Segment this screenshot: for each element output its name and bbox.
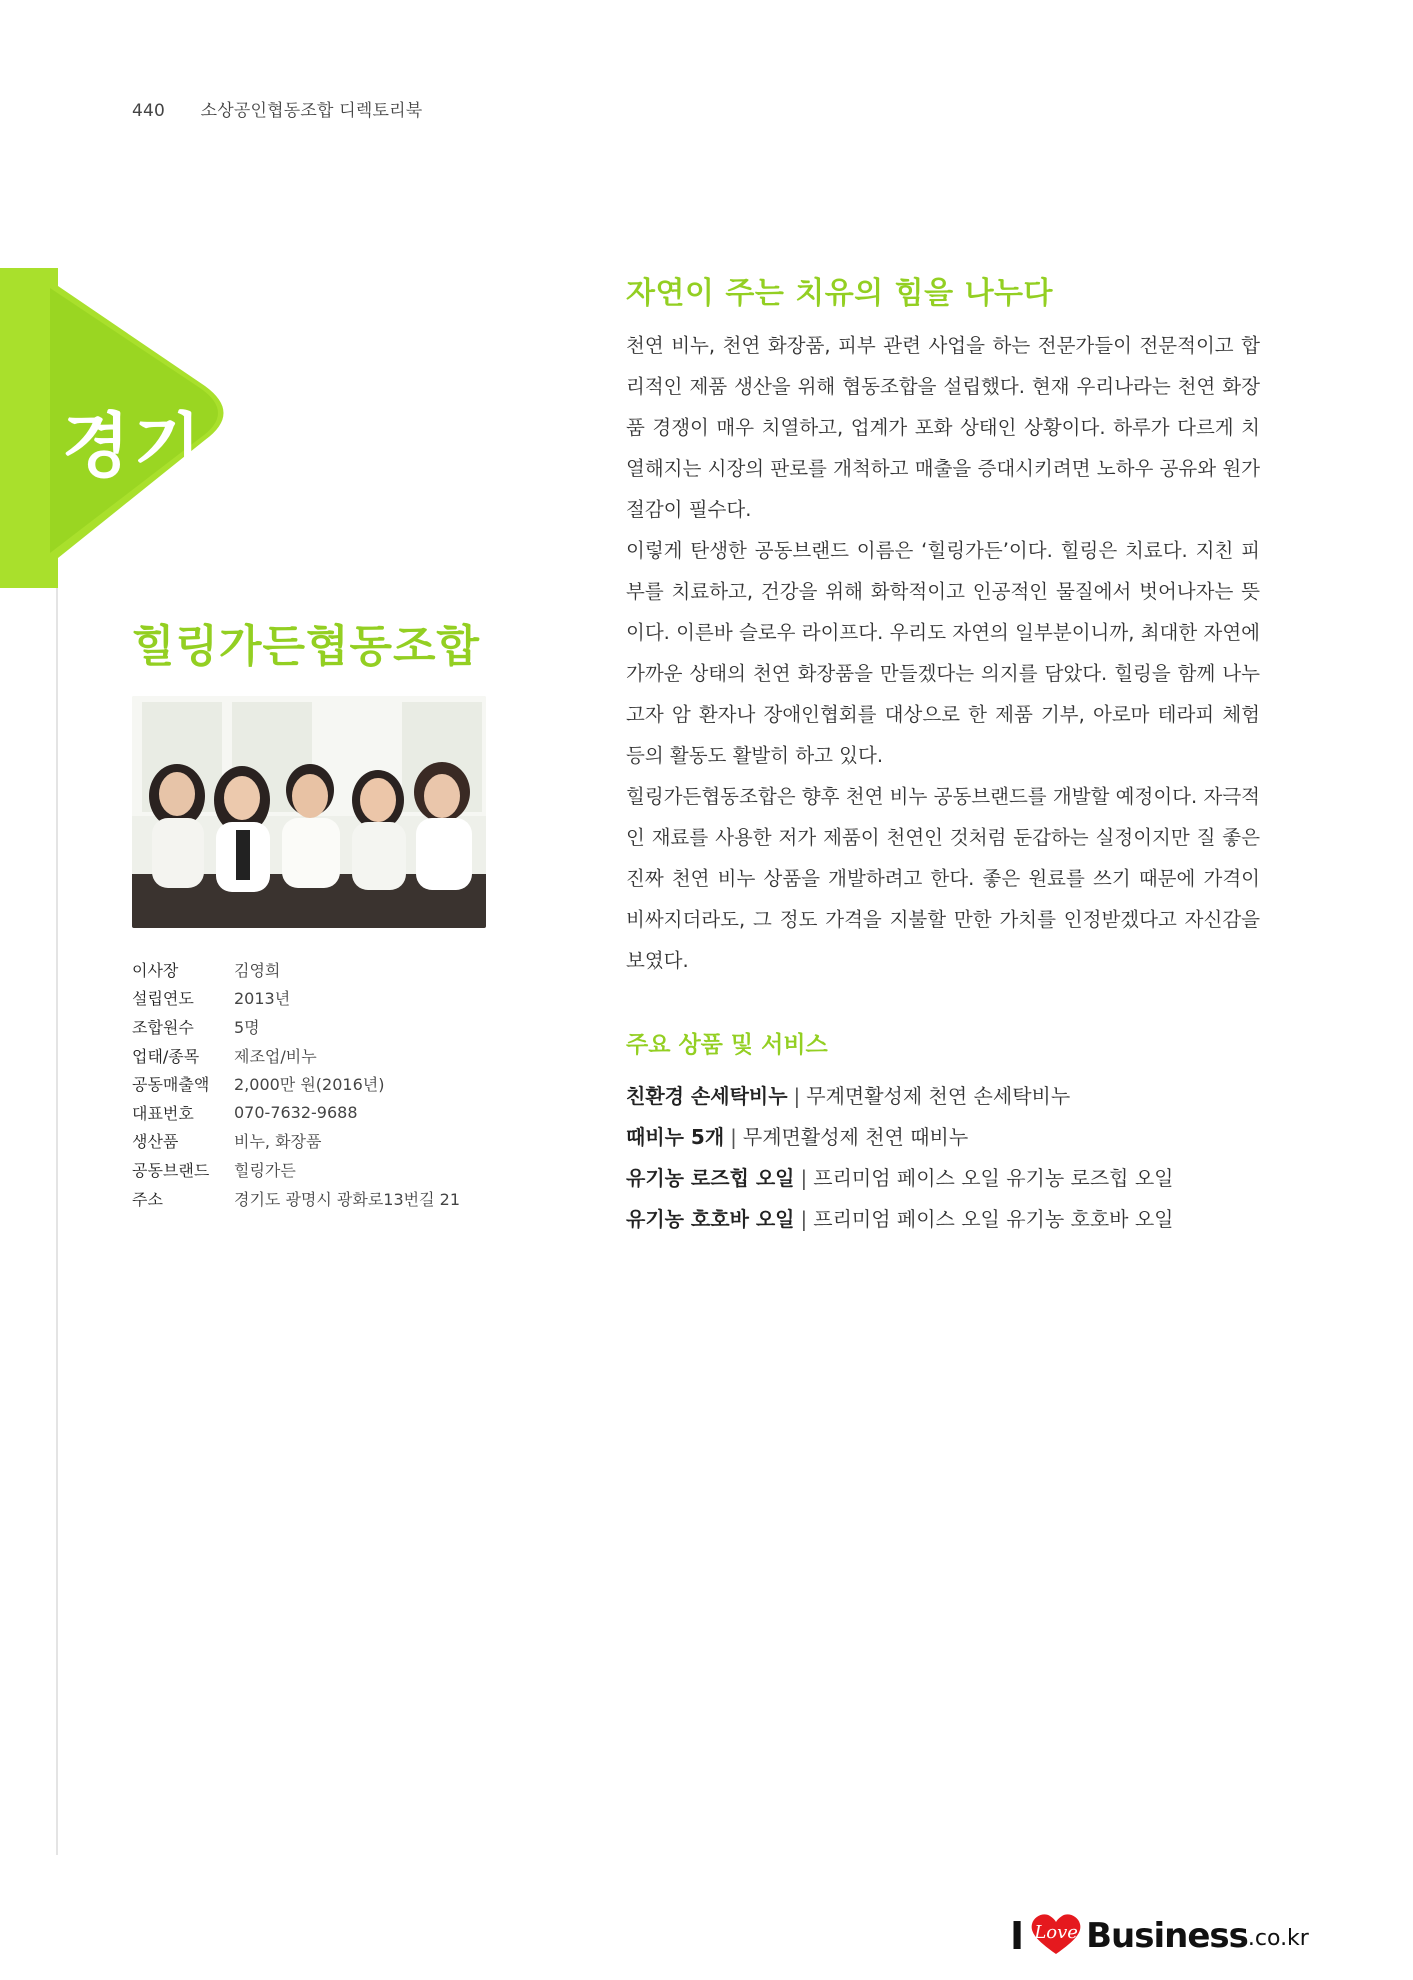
article-paragraph: 이렇게 탄생한 공동브랜드 이름은 ‘힐링가든’이다. 힐링은 치료다. 지친 피부를 치료하고, 건강을 위해 화학적이고 인공적인 물질에서 벗어나자는 뜻이다. 이른바 슬로우 라이프다. 우리도 자연의 일부분이니까, 최대한 자연에 가까운 상태의 천연 화장품을 만들겠다는 의지를 담았다. 힐링을 함께 나누고자 암 환자나 장애인협회를 대상으로 한 제품 기부, 아로마 테라피 체험 등의 활동도 활발히 하고 있다. bbox=[626, 539, 1260, 767]
product-name: 친환경 손세탁비누 bbox=[626, 1084, 788, 1108]
product-separator: | bbox=[800, 1166, 808, 1190]
logo-love: Love bbox=[1034, 1922, 1078, 1943]
running-header bbox=[132, 96, 422, 121]
group-photo bbox=[132, 696, 486, 928]
product-item bbox=[626, 1158, 1173, 1199]
info-row-products: 생산품 비누, 화장품 bbox=[132, 1132, 322, 1152]
book-title: 소상공인협동조합 디렉토리북 bbox=[200, 101, 423, 121]
logo-i: I bbox=[1010, 1914, 1025, 1958]
article-paragraph: 힐링가든협동조합은 향후 천연 비누 공동브랜드를 개발할 예정이다. 자극적인 재료를 사용한 저가 제품이 천연인 것처럼 둔갑하는 실정이지만 질 좋은 진짜 천연 비누 상품을 개발하려고 한다. 좋은 원료를 쓰기 때문에 가격이 비싸지더라도, 그 정도 가격을 지불할 만한 가치를 인정받겠다고 자신감을 보였다. bbox=[626, 785, 1260, 972]
logo-business: Business bbox=[1086, 1916, 1248, 1956]
product-desc: 프리미엄 페이스 오일 유기농 호호바 오일 bbox=[813, 1207, 1174, 1231]
product-desc: 무계면활성제 천연 때비누 bbox=[742, 1125, 969, 1149]
products-list bbox=[626, 1076, 1173, 1240]
ilovebusiness-logo bbox=[1010, 1912, 1309, 1956]
info-row-founded: 설립연도 2013년 bbox=[132, 989, 291, 1009]
product-separator: | bbox=[800, 1207, 808, 1231]
product-item bbox=[626, 1199, 1173, 1240]
info-row-sales: 공동매출액 2,000만 원(2016년) bbox=[132, 1075, 385, 1095]
coop-name: 힐링가든협동조합 bbox=[132, 621, 481, 672]
coop-info-table bbox=[132, 955, 460, 1212]
info-row-address: 주소 경기도 광명시 광화로13번길 21 bbox=[132, 1189, 460, 1209]
product-desc: 프리미엄 페이스 오일 유기농 로즈힙 오일 bbox=[813, 1166, 1174, 1190]
product-separator: | bbox=[793, 1084, 801, 1108]
products-title: 주요 상품 및 서비스 bbox=[626, 1032, 828, 1058]
heart-icon bbox=[1028, 1912, 1084, 1956]
logo-domain: .co.kr bbox=[1247, 1926, 1309, 1951]
info-row-chairman: 이사장 김영희 bbox=[132, 960, 281, 980]
article-title: 자연이 주는 치유의 힘을 나누다 bbox=[626, 276, 1054, 311]
info-row-business-type: 업태/종목 제조업/비누 bbox=[132, 1046, 317, 1066]
product-separator: | bbox=[730, 1125, 737, 1149]
info-row-brand: 공동브랜드 힐링가든 bbox=[132, 1160, 296, 1180]
info-row-phone: 대표번호 070-7632-9688 bbox=[132, 1102, 358, 1123]
info-row-members: 조합원수 5명 bbox=[132, 1017, 260, 1037]
product-name: 유기농 호호바 오일 bbox=[626, 1207, 795, 1231]
page-number: 440 bbox=[132, 101, 166, 121]
product-desc: 무계면활성제 천연 손세탁비누 bbox=[806, 1084, 1071, 1108]
product-item bbox=[626, 1117, 1173, 1158]
product-name: 유기농 로즈힙 오일 bbox=[626, 1166, 795, 1190]
region-label: 경기 bbox=[62, 405, 206, 487]
article-paragraph: 천연 비누, 천연 화장품, 피부 관련 사업을 하는 전문가들이 전문적이고 합리적인 제품 생산을 위해 협동조합을 설립했다. 현재 우리나라는 천연 화장품 경쟁이 매우 치열하고, 업계가 포화 상태인 상황이다. 하루가 다르게 치열해지는 시장의 판로를 개척하고 매출을 증대시키려면 노하우 공유와 원가절감이 필수다. bbox=[626, 334, 1260, 521]
product-name: 때비누 5개 bbox=[626, 1125, 725, 1149]
article-body bbox=[626, 325, 1260, 981]
product-item bbox=[626, 1076, 1173, 1117]
